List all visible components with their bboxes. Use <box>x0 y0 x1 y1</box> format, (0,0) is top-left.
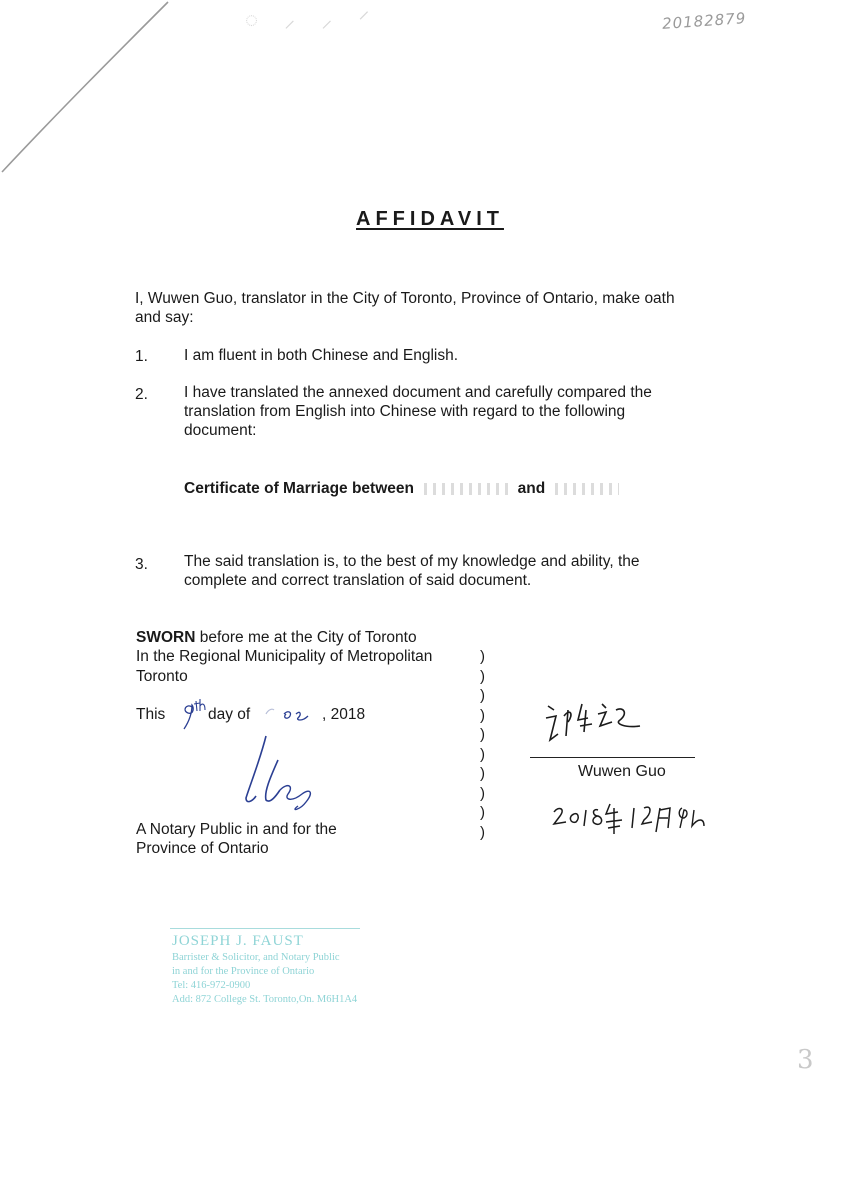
redacted-name-1 <box>418 483 513 495</box>
sworn-day-of-label: day of <box>208 706 251 723</box>
notary-line-1: A Notary Public in and for the <box>136 821 337 838</box>
signature-line <box>530 757 695 758</box>
item-1-line-1: I am fluent in both Chinese and English. <box>184 347 459 364</box>
document-title <box>0 208 860 231</box>
item-3-number: 3. <box>135 556 148 573</box>
sworn-line-2: In the Regional Municipality of Metropolitan <box>136 648 433 665</box>
certificate-prefix: Certificate of Marriage between <box>184 480 414 497</box>
item-2-number: 2. <box>135 386 148 403</box>
handwritten-page-number: 3 <box>797 1045 814 1075</box>
sworn-line-1 <box>136 628 417 647</box>
stamp-line-3: Tel: 416-972-0900 <box>172 980 251 991</box>
stamp-line-4: Add: 872 College St. Toronto,On. M6H1A4 <box>172 994 358 1005</box>
signatory-name: Wuwen Guo <box>578 763 666 780</box>
item-3-line-1: The said translation is, to the best of my knowledge and ability, the <box>184 553 640 570</box>
parenthesis-column: ) ) ) ) ) ) ) ) ) ) <box>480 648 485 841</box>
stamp-line-2: in and for the Province of Ontario <box>172 966 315 977</box>
handwritten-month <box>260 700 322 728</box>
sworn-line-1-rest: before me at the City of Toronto <box>195 629 417 646</box>
redacted-name-2 <box>549 483 619 495</box>
certificate-connector: and <box>517 480 546 497</box>
stamp-line-1: Barrister & Solicitor, and Notary Public <box>172 952 340 963</box>
item-3-line-2: complete and correct translation of said document. <box>184 572 532 589</box>
title-text: AFFIDAVIT <box>356 208 504 230</box>
intro-line-1: I, Wuwen Guo, translator in the City of Toronto, Province of Ontario, make oath <box>135 290 675 307</box>
handwritten-signing-date <box>548 796 728 840</box>
faint-bleed-marks: ◌ ⸝ ⸝ ⸍ <box>245 7 380 32</box>
item-2-line-2: translation from English into Chinese with regard to the following <box>184 403 626 420</box>
sworn-this-label: This <box>136 706 166 723</box>
notary-line-2: Province of Ontario <box>136 840 269 857</box>
intro-line-2: and say: <box>135 309 194 326</box>
stamp-rule <box>170 928 360 929</box>
sworn-line-3: Toronto <box>136 668 188 685</box>
stamp-name: JOSEPH J. FAUST <box>172 933 304 949</box>
item-1-number: 1. <box>135 348 148 365</box>
handwritten-file-number: 20182879 <box>661 9 747 33</box>
sworn-year: , 2018 <box>322 706 366 723</box>
item-2-line-1: I have translated the annexed document and carefully compared the <box>184 384 652 401</box>
deponent-signature <box>540 696 650 754</box>
certificate-line <box>184 479 619 498</box>
sworn-label: SWORN <box>136 629 196 646</box>
notary-signature <box>236 730 326 820</box>
scan-crease-line <box>0 0 170 180</box>
item-2-line-3: document: <box>184 422 257 439</box>
handwritten-day <box>178 697 212 733</box>
